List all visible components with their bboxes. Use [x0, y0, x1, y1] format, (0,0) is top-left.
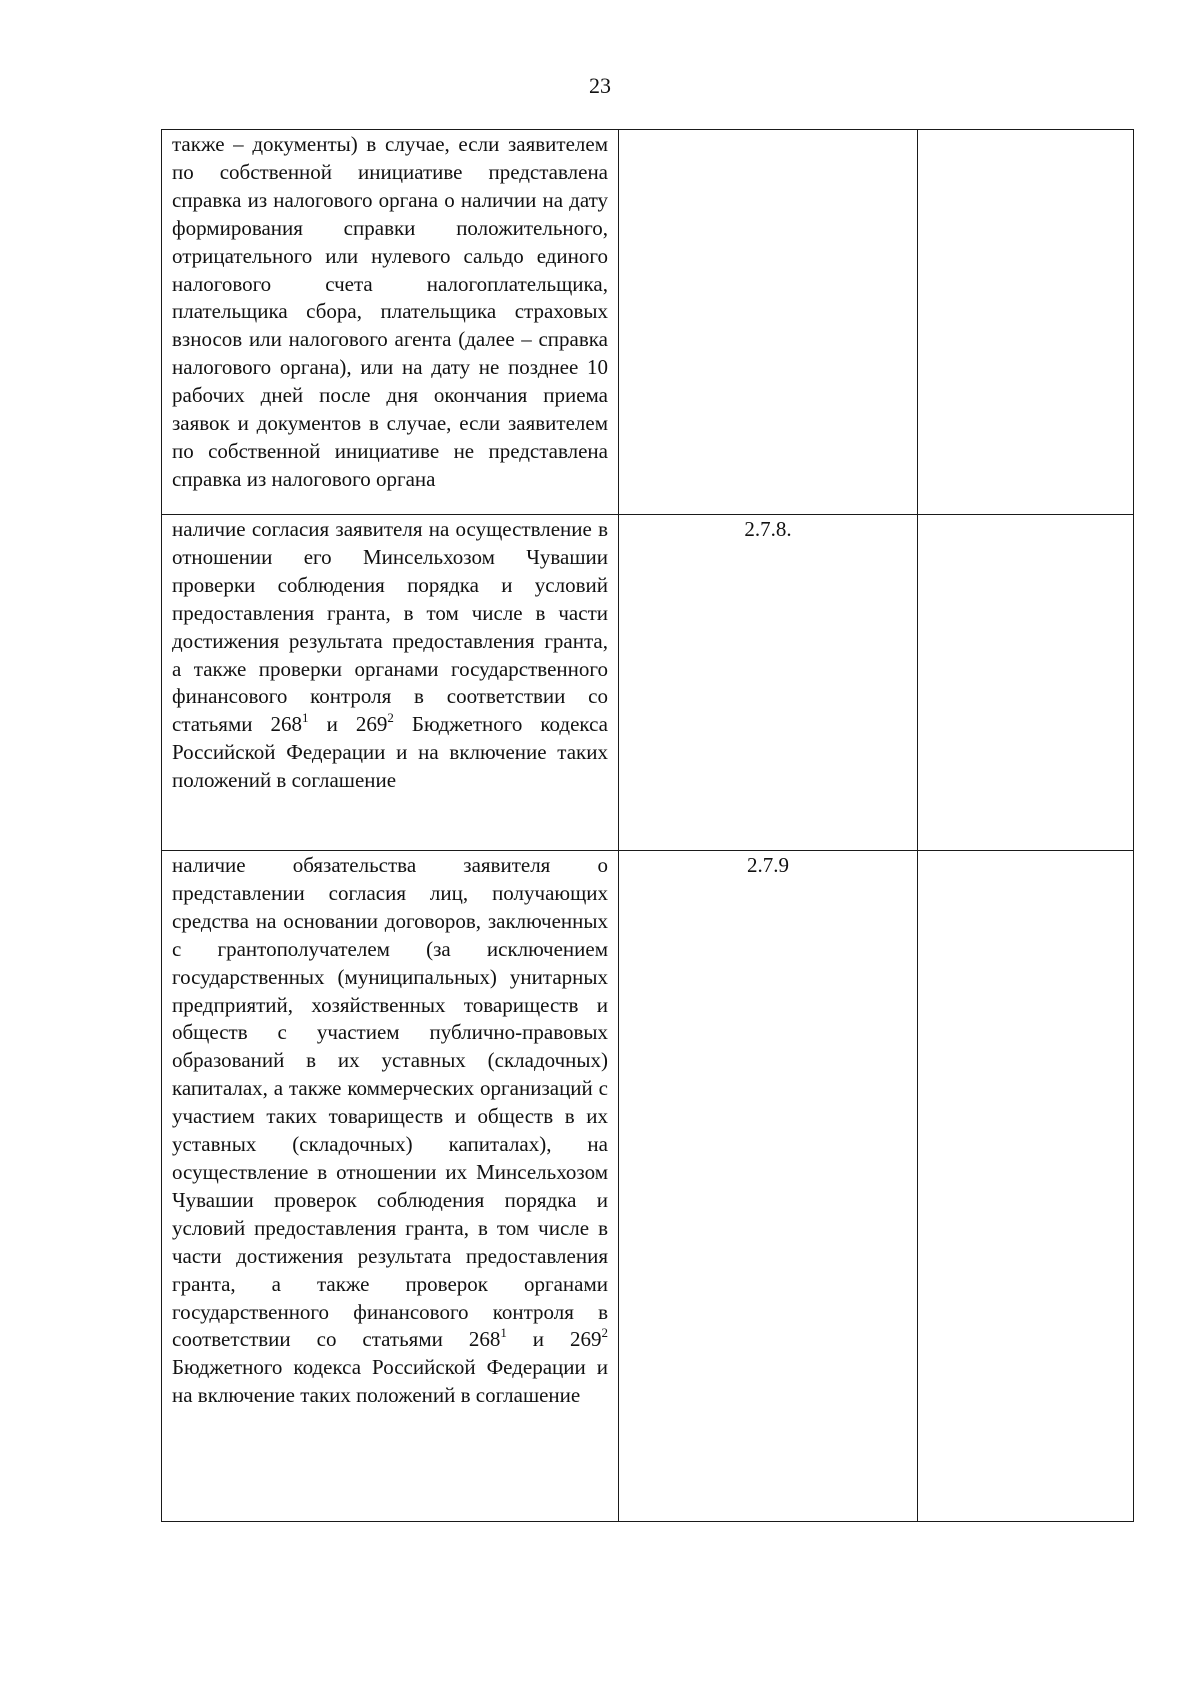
empty-cell	[918, 130, 1134, 515]
text-fragment: и 269	[506, 1327, 602, 1352]
table-row	[162, 130, 1134, 515]
table-row	[162, 851, 1134, 1522]
clause-number-cell	[619, 515, 918, 851]
text-fragment: и 269	[308, 712, 388, 737]
superscript: 1	[500, 1325, 507, 1341]
table-row	[162, 515, 1134, 851]
text-fragment: также – документы) в случае, если заявителем по собственной инициативе представлена справка из налогового органа о наличии на дату формирования справки положительного, отрицательного или нулевого сальдо единого налогового счета налогоплательщика, плательщика сбора, плательщика страховых взносов или налогового агента (далее – справка налогового органа), или на дату не позднее 10 рабочих дней после дня окончания приема заявок и документов в случае, если заявителем по собственной инициативе не представлена справка из налогового органа	[172, 132, 608, 491]
page-number: 23	[589, 73, 611, 98]
requirement-text-cell	[162, 515, 619, 851]
requirement-text	[162, 851, 618, 1410]
clause-number: 2.7.8.	[744, 517, 792, 541]
text-fragment: Бюджетного кодекса Российской Федерации и на включение таких положений в соглашение	[172, 1355, 608, 1408]
text-fragment: наличие согласия заявителя на осуществление в отношении его Минсельхозом Чувашии проверки соблюдения порядка и условий предоставления гранта, в том числе в части достижения результата предоставления гранта, а также проверки органами государственного финансового контроля в соответствии со статьями 268	[172, 517, 608, 737]
clause-number	[619, 130, 917, 131]
text-fragment: Бюджетного кодекса Российской Федерации и на включение таких положений в соглашение	[172, 712, 608, 793]
clause-number-cell	[619, 851, 918, 1522]
requirement-text-cell	[162, 851, 619, 1522]
clause-number: 2.7.9	[747, 853, 789, 877]
requirements-table	[161, 129, 1134, 1522]
requirement-text-cell	[162, 130, 619, 515]
empty-cell	[918, 515, 1134, 851]
requirement-text	[162, 515, 618, 795]
empty-cell	[918, 851, 1134, 1522]
superscript: 1	[302, 710, 309, 726]
clause-number-cell	[619, 130, 918, 515]
superscript: 2	[387, 710, 394, 726]
requirement-text	[162, 130, 618, 494]
superscript: 2	[601, 1325, 609, 1341]
text-fragment: наличие обязательства заявителя о представлении согласия лиц, получающих средства на основании договоров, заключенных с грантополучателем (за исключением государственных (муниципальных) унитарных предприятий, хозяйственных товариществ и обществ с участием публично-правовых образований в их уставных (складочных) капиталах, а также коммерческих организаций с участием таких товариществ и обществ в их уставных (складочных) капиталах), на осуществление в отношении их Минсельхозом Чувашии проверок соблюдения порядка и условий предоставления гранта, в том числе в части достижения результата предоставления гранта, а также проверок органами государственного финансового контроля в соответствии со статьями 268	[172, 853, 608, 1352]
